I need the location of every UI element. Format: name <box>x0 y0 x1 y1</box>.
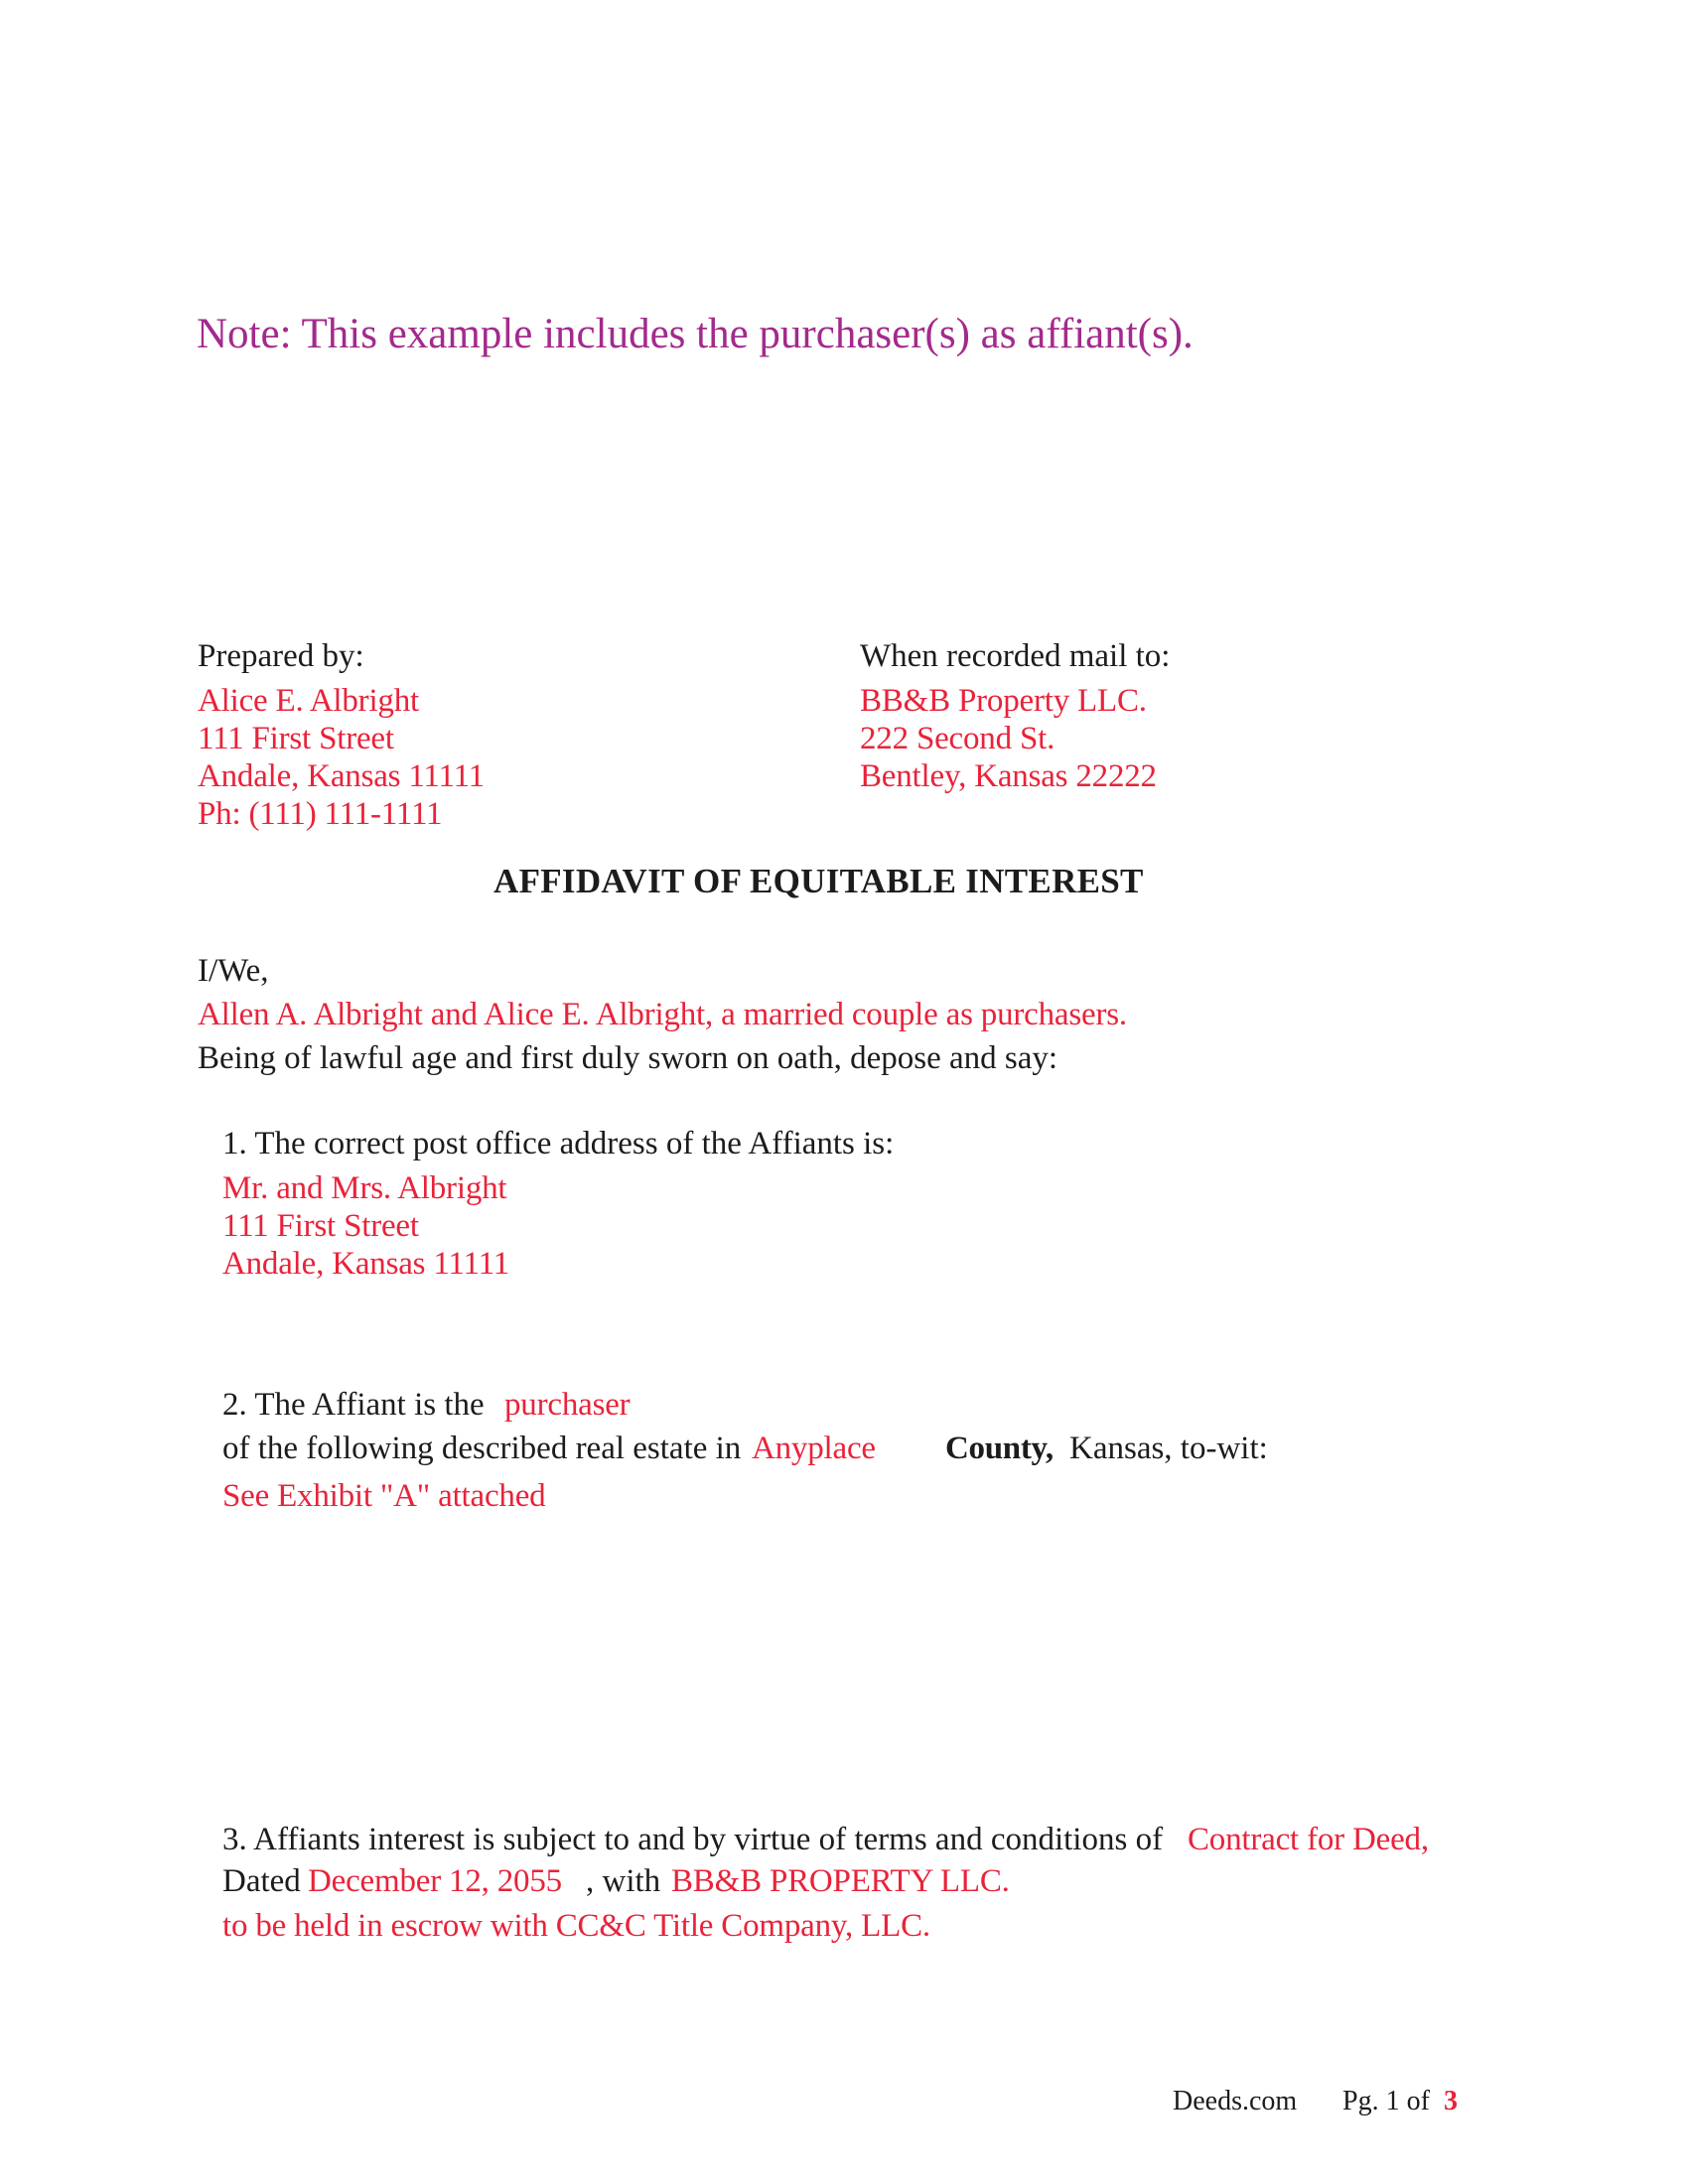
prepared-by-street: 111 First Street <box>198 721 394 756</box>
footer-site: Deeds.com <box>1173 2086 1298 2116</box>
item1-text: 1. The correct post office address of the Affiants is: <box>222 1126 895 1161</box>
recorded-mail-to-label: When recorded mail to: <box>860 638 1171 674</box>
recorded-mail-to-city: Bentley, Kansas 22222 <box>860 758 1157 794</box>
affiants-address-name: Mr. and Mrs. Albright <box>222 1170 507 1206</box>
prepared-by-city: Andale, Kansas 11111 <box>198 758 485 794</box>
recorded-mail-to-block <box>860 682 1157 795</box>
iwe-label: I/We, <box>198 953 269 989</box>
item2-text: 2. The Affiant is the <box>222 1387 485 1423</box>
example-note: Note: This example includes the purchaser(s) as affiant(s). <box>197 311 1194 357</box>
county-name: Anyplace <box>752 1431 876 1466</box>
affiant-role: purchaser <box>504 1387 631 1423</box>
prepared-by-label: Prepared by: <box>198 638 364 674</box>
affiants-address-street: 111 First Street <box>222 1208 419 1244</box>
footer-page-label: Pg. 1 of <box>1342 2086 1430 2116</box>
recorded-mail-to-street: 222 Second St. <box>860 721 1055 756</box>
contract-type: Contract for Deed, <box>1188 1822 1429 1857</box>
affiants-names: Allen A. Albright and Alice E. Albright, a married couple as purchasers. <box>198 997 1127 1032</box>
contract-party: BB&B PROPERTY LLC. <box>671 1863 1010 1899</box>
escrow-text: to be held in escrow with CC&C Title Company, LLC. <box>222 1908 930 1944</box>
prepared-by-name: Alice E. Albright <box>198 683 419 719</box>
prepared-by-phone: Ph: (111) 111-1111 <box>198 796 443 832</box>
footer-total-pages: 3 <box>1444 2086 1458 2116</box>
oath-statement: Being of lawful age and first duly sworn on oath, depose and say: <box>198 1040 1058 1076</box>
prepared-by-block <box>198 682 485 833</box>
county-label: County, <box>945 1431 1054 1466</box>
state-text: Kansas, to-wit: <box>1069 1431 1268 1466</box>
contract-date: December 12, 2055 <box>308 1863 562 1899</box>
legal-description: See Exhibit "A" attached <box>222 1478 546 1514</box>
dated-label: Dated <box>222 1863 301 1899</box>
with-label: , with <box>586 1863 661 1899</box>
real-estate-text: of the following described real estate in <box>222 1431 742 1466</box>
recorded-mail-to-name: BB&B Property LLC. <box>860 683 1147 719</box>
document-title: AFFIDAVIT OF EQUITABLE INTEREST <box>493 862 1144 900</box>
affiants-address-city: Andale, Kansas 11111 <box>222 1246 509 1282</box>
affiants-address-block <box>222 1169 509 1283</box>
item3-text: 3. Affiants interest is subject to and by virtue of terms and conditions of <box>222 1822 1164 1857</box>
